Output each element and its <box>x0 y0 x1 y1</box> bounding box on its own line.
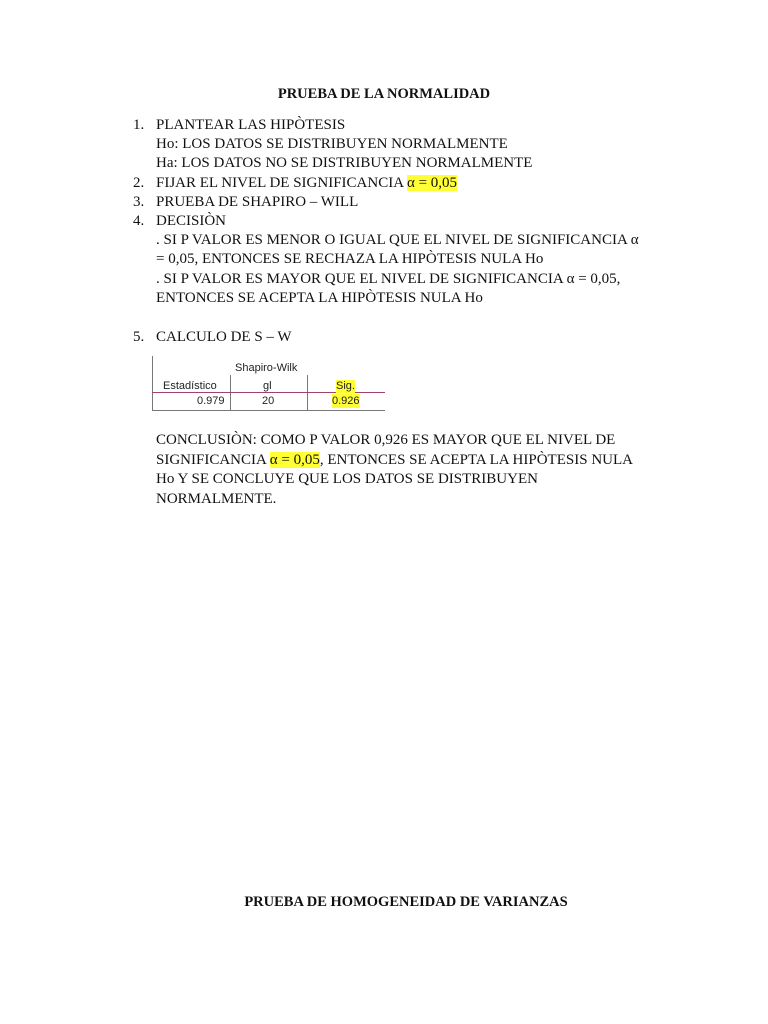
alpha-highlight: α = 0,05 <box>406 175 458 191</box>
conclusion-line-1: CONCLUSIÒN: COMO P VALOR 0,926 ES MAYOR QUE EL NIVEL DE <box>156 432 616 448</box>
step-1-ha: Ha: LOS DATOS NO SE DISTRIBUYEN NORMALMENTE <box>156 155 533 171</box>
step-number-4: 4. <box>133 213 145 229</box>
table-cell-estadistico: 0.979 <box>197 395 225 407</box>
step-4-rule-1a: . SI P VALOR ES MENOR O IGUAL QUE EL NIVEL DE SIGNIFICANCIA α <box>156 232 639 248</box>
section-title-homogeneity: PRUEBA DE HOMOGENEIDAD DE VARIANZAS <box>244 894 568 910</box>
step-3-text: PRUEBA DE SHAPIRO – WILL <box>156 194 359 210</box>
step-number-2: 2. <box>133 175 145 191</box>
conclusion-accept-text: , ENTONCES SE ACEPTA LA HIPÒTESIS NULA <box>319 452 633 468</box>
table-group-header: Shapiro-Wilk <box>235 362 298 374</box>
step-2-text <box>156 174 457 193</box>
table-cell-sig: 0.926 <box>332 395 360 407</box>
step-1-heading: PLANTEAR LAS HIPÒTESIS <box>156 117 346 133</box>
conclusion-line-2 <box>156 451 633 470</box>
step-4-rule-2b: ENTONCES SE ACEPTA LA HIPÒTESIS NULA Ho <box>156 290 483 306</box>
table-col-gl: gl <box>263 380 272 392</box>
conclusion-significance-label: SIGNIFICANCIA <box>156 452 270 468</box>
step-number-1: 1. <box>133 117 145 133</box>
table-col-sig: Sig. <box>336 380 355 392</box>
table-divider-1 <box>230 375 231 411</box>
step-number-3: 3. <box>133 194 145 210</box>
conclusion-line-4: NORMALMENTE. <box>156 491 277 507</box>
page-title: PRUEBA DE LA NORMALIDAD <box>277 86 491 102</box>
conclusion-alpha-highlight: α = 0,05 <box>269 452 320 468</box>
step-1-ho: Ho: LOS DATOS SE DISTRIBUYEN NORMALMENTE <box>156 136 508 152</box>
step-4-rule-1b: = 0,05, ENTONCES SE RECHAZA LA HIPÒTESIS NULA Ho <box>156 251 544 267</box>
table-left-border <box>152 356 153 411</box>
table-cell-gl: 20 <box>262 395 275 407</box>
step-number-5: 5. <box>133 329 145 345</box>
table-bottom-rule <box>152 410 385 411</box>
step-4-rule-2a: . SI P VALOR ES MAYOR QUE EL NIVEL DE SIGNIFICANCIA α = 0,05, <box>156 271 621 287</box>
step-2-label: FIJAR EL NIVEL DE SIGNIFICANCIA <box>156 175 407 191</box>
table-divider-2 <box>307 375 308 411</box>
step-5-text: CALCULO DE S – W <box>156 329 292 345</box>
table-col-estadistico: Estadístico <box>163 380 217 392</box>
conclusion-line-3: Ho Y SE CONCLUYE QUE LOS DATOS SE DISTRIBUYEN <box>156 471 538 487</box>
step-4-heading: DECISIÒN <box>156 213 226 229</box>
